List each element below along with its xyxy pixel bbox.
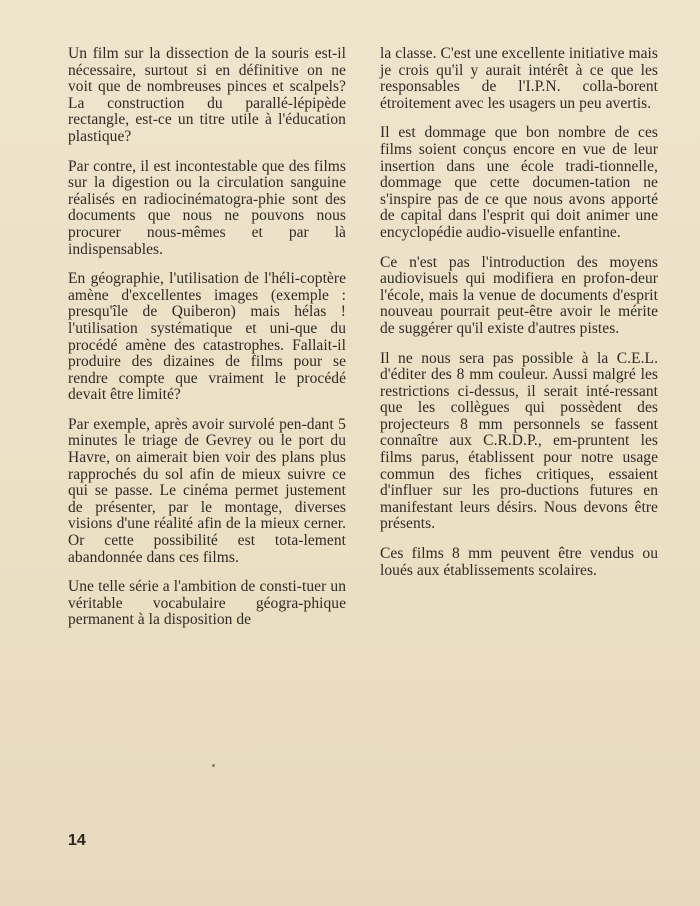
paragraph: la classe. C'est une excellente initiative mais je crois qu'il y aurait intérêt à ce que les responsables de l'I.P.N. colla-borent étroitement avec les usagers un peu avertis. — [380, 45, 658, 112]
paragraph: Il ne nous sera pas possible à la C.E.L. d'éditer des 8 mm couleur. Aussi malgré les restrictions ci-dessus, il serait inté-ressant que les collègues qui possèdent des projecteurs 8 mm personnels se fassent connaître aux C.R.D.P., em-pruntent les films parus, établissent pour notre usage commun des fiches critiques, essaient d'influer sur les pro-ductions futures en manifestant leurs désirs. Nous devons être présents. — [380, 349, 658, 533]
ink-speck — [212, 764, 215, 767]
paragraph: Par contre, il est incontestable que des films sur la digestion ou la circulation sanguine réalisés en radiocinématogra-phie sont des documents que nous ne pouvons nous procurer nous-mêmes et par là indispensables. — [68, 157, 346, 258]
paragraph: Une telle série a l'ambition de consti-tuer un véritable vocabulaire géogra-phique permanent à la disposition de — [68, 578, 346, 629]
paragraph: Un film sur la dissection de la souris est-il nécessaire, surtout si en définitive on ne voit que de nombreuses pinces et scalpels? La construction du parallé-lépipède rectangle, est-ce un titre utile à l'éducation plastique? — [68, 45, 346, 145]
paragraph: En géographie, l'utilisation de l'héli-coptère amène d'excellentes images (exemple : presqu'île de Quiberon) mais hélas ! l'utilisation systématique et uni-que du procédé amène des catastrophes. Fallait-il produire des dizaines de films pour se rendre compte que vraiment le procédé devait être limité? — [68, 270, 346, 404]
page-number: 14 — [68, 832, 86, 849]
paragraph: Par exemple, après avoir survolé pen-dant 5 minutes le triage de Gevrey ou le port du Havre, on aimerait bien voir des plans plus rapprochés du sol afin de mieux suivre ce qui se passe. Le cinéma permet justement de présenter, par le montage, diverses visions d'une réalité afin de la mieux cerner. Or cette possibilité est tota-lement abandonnée dans ces films. — [68, 415, 346, 566]
left-column — [68, 46, 346, 642]
paragraph: Ces films 8 mm peuvent être vendus ou loués aux établissements scolaires. — [380, 545, 658, 579]
right-column — [380, 46, 658, 592]
paragraph: Ce n'est pas l'introduction des moyens audiovisuels qui modifiera en profon-deur l'école, mais la venue de documents d'esprit nouveau pourrait peut-être avoir le mérite de suggérer qu'il existe d'autres pistes. — [380, 253, 658, 337]
paragraph: Il est dommage que bon nombre de ces films soient conçus encore en vue de leur insertion dans une école tradi-tionnelle, dommage que cette documen-tation ne s'inspire pas de ce que nous avons apporté de capital dans l'esprit qui doit animer une encyclopédie audio-visuelle enfantine. — [380, 124, 658, 241]
